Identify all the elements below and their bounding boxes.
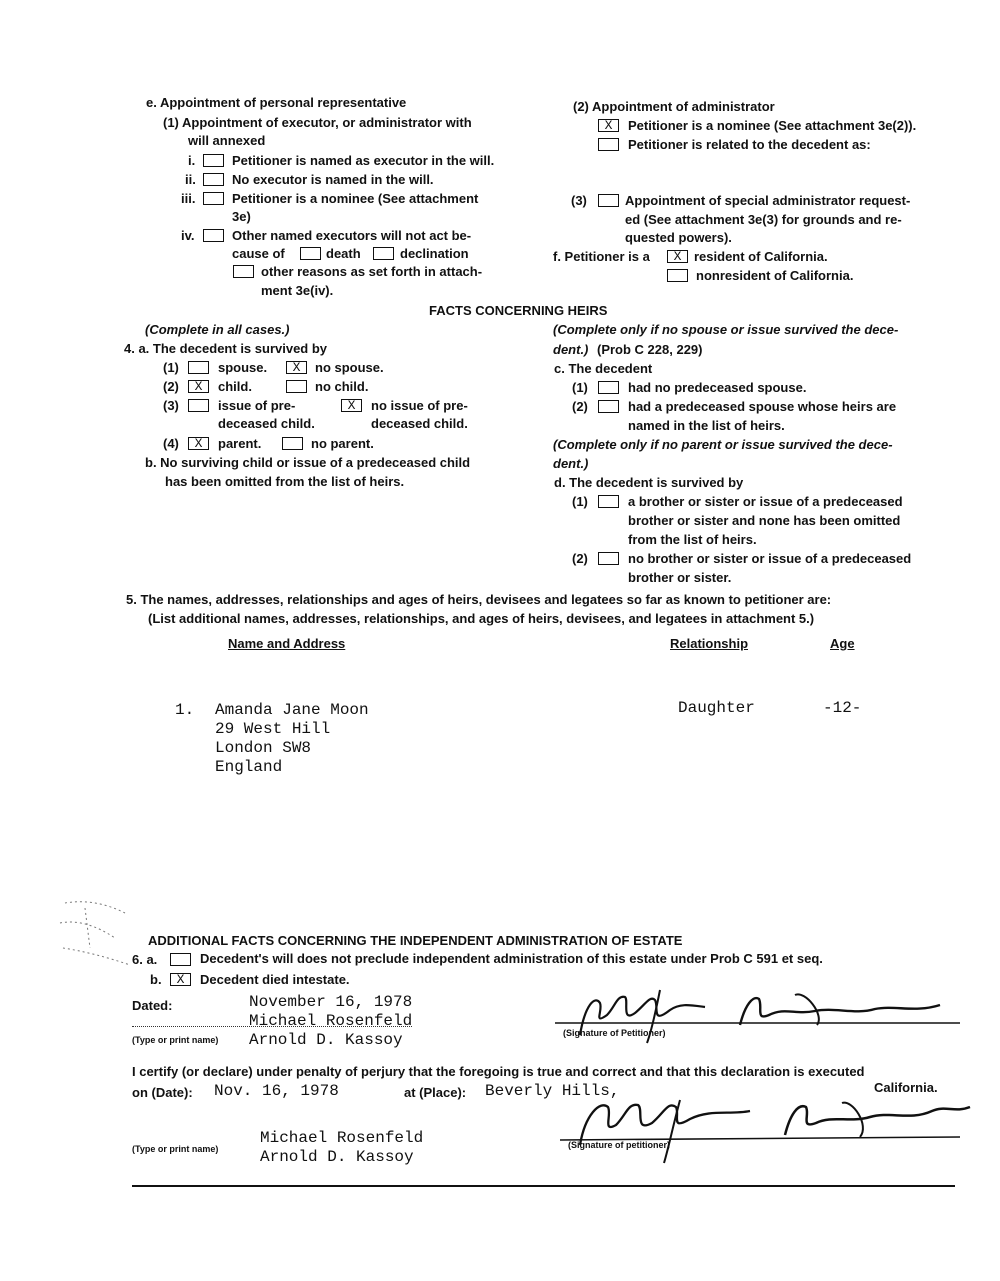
parent-text: parent. (218, 436, 262, 451)
only-no-parent-2: dent.) (553, 456, 589, 471)
i-text: Petitioner is named as executor in the will. (232, 153, 495, 168)
s6-a-text: Decedent's will does not preclude independent administration of this estate under Prob C 591 et seq. (200, 951, 823, 966)
d1-text1: a brother or sister or issue of a predeceased (628, 494, 903, 509)
no-issue-text2: deceased child. (371, 416, 468, 431)
s4-d-line: d. The decedent is survived by (554, 475, 744, 490)
s4-d2: (2) (572, 551, 588, 566)
heir-relationship: Daughter (678, 699, 755, 717)
certify-text: I certify (or declare) under penalty of perjury that the foregoing is true and correct and that this declaration is executed (132, 1064, 865, 1079)
e3-line1: Appointment of special administrator request- (625, 193, 911, 208)
iv-other: other reasons as set forth in attach- (261, 264, 483, 279)
dated-value: November 16, 1978 (249, 993, 413, 1011)
col-name-address: Name and Address (228, 636, 346, 651)
checkbox-spouse[interactable] (188, 361, 209, 374)
checkbox-no-spouse[interactable]: X (286, 361, 307, 374)
d1-text2: brother or sister and none has been omitted (628, 513, 901, 528)
s4-c-line: c. The decedent (554, 361, 653, 376)
iv-death: death (326, 246, 361, 261)
s4-a-line: 4. a. The decedent is survived by (124, 341, 328, 356)
ii-text: No executor is named in the will. (232, 172, 434, 187)
e3-label: (3) (571, 193, 587, 208)
heir-name: Amanda Jane Moon (215, 701, 369, 719)
f-nonresident-text: nonresident of California. (696, 268, 854, 283)
no-issue-text: no issue of pre- (371, 398, 468, 413)
checkbox-special-administrator[interactable] (598, 194, 619, 207)
iii-text2: 3e) (232, 209, 251, 224)
s4-b-line1: b. No surviving child or issue of a predeceased child (145, 455, 471, 470)
heir-number: 1. (175, 701, 195, 719)
dated-label: Dated: (132, 998, 173, 1013)
checkbox-died-intestate[interactable]: X (170, 973, 191, 986)
col-relationship: Relationship (670, 636, 749, 651)
checkbox-death[interactable] (300, 247, 321, 260)
bottom-rule (132, 1185, 955, 1187)
signature-caption-2: (Signature of petitioner) (568, 1140, 670, 1150)
c1-text: had no predeceased spouse. (628, 380, 807, 395)
certifier-name-2: Arnold D. Kassoy (260, 1148, 414, 1166)
f-resident-text: resident of California. (694, 249, 828, 264)
e2-title: (2) Appointment of administrator (573, 99, 775, 114)
s4-r3: (3) (163, 398, 179, 413)
checkbox-child[interactable]: X (188, 380, 209, 393)
checkbox-no-executor[interactable] (203, 173, 224, 186)
checkbox-brother-sister[interactable] (598, 495, 619, 508)
checkbox-no-parent[interactable] (282, 437, 303, 450)
s4-r2: (2) (163, 379, 179, 394)
heir-address-line2: London SW8 (215, 739, 312, 757)
checkbox-no-predeceased-spouse[interactable] (598, 381, 619, 394)
name-dotted-line (132, 1026, 412, 1027)
iii-text1: Petitioner is a nominee (See attachment (232, 191, 479, 206)
only-no-parent-1: (Complete only if no parent or issue survived the dece- (553, 437, 893, 452)
complete-all-cases: (Complete in all cases.) (145, 322, 290, 337)
no-child-text: no child. (315, 379, 369, 394)
iv-declination: declination (400, 246, 469, 261)
only-no-spouse-1: (Complete only if no spouse or issue survived the dece- (553, 322, 899, 337)
roman-ii: ii. (185, 172, 196, 187)
faded-stamp-mark (55, 893, 140, 973)
checkbox-no-brother-sister[interactable] (598, 552, 619, 565)
d2-text2: brother or sister. (628, 570, 732, 585)
e2-related-text: Petitioner is related to the decedent as: (628, 137, 871, 152)
d2-text1: no brother or sister or issue of a predeceased (628, 551, 912, 566)
petitioner-name-1: Michael Rosenfeld (249, 1012, 413, 1030)
no-parent-text: no parent. (311, 436, 374, 451)
checkbox-no-issue[interactable]: X (341, 399, 362, 412)
c2-text1: had a predeceased spouse whose heirs are (628, 399, 897, 414)
e-title: e. Appointment of personal representative (146, 95, 407, 110)
spouse-text: spouse. (218, 360, 268, 375)
col-age: Age (830, 636, 855, 651)
s4-r4: (4) (163, 436, 179, 451)
checkbox-administrator-related[interactable] (598, 138, 619, 151)
heir-address-line1: 29 West Hill (215, 720, 331, 738)
signature-caption: (Signature of Petitioner) (563, 1028, 666, 1038)
california-label: California. (874, 1080, 938, 1095)
checkbox-issue[interactable] (188, 399, 209, 412)
issue-text2: deceased child. (218, 416, 315, 431)
heirs-heading: FACTS CONCERNING HEIRS (429, 303, 608, 318)
at-place-label: at (Place): (404, 1085, 467, 1100)
type-print-label: (Type or print name) (132, 1035, 219, 1045)
d1-text3: from the list of heirs. (628, 532, 757, 547)
only-no-spouse-2: dent.) (553, 342, 589, 357)
type-print-label-2: (Type or print name) (132, 1144, 219, 1154)
petitioner-signatures-certification (560, 1085, 980, 1165)
checkbox-administrator-nominee[interactable]: X (598, 119, 619, 132)
s6-a-label: 6. a. (132, 952, 158, 967)
checkbox-executor-named[interactable] (203, 154, 224, 167)
iv-cause: cause of (232, 246, 285, 261)
checkbox-nonresident[interactable] (667, 269, 688, 282)
checkbox-will-not-preclude[interactable] (170, 953, 191, 966)
s6-heading: ADDITIONAL FACTS CONCERNING THE INDEPENDENT ADMINISTRATION OF ESTATE (148, 933, 683, 948)
s4-c1: (1) (572, 380, 588, 395)
roman-iv: iv. (181, 228, 195, 243)
checkbox-parent[interactable]: X (188, 437, 209, 450)
issue-text: issue of pre- (218, 398, 296, 413)
s4-d1: (1) (572, 494, 588, 509)
prob-ref: (Prob C 228, 229) (597, 342, 703, 357)
c2-text2: named in the list of heirs. (628, 418, 785, 433)
checkbox-other-reasons[interactable] (233, 265, 254, 278)
child-text: child. (218, 379, 252, 394)
s4-b-line2: has been omitted from the list of heirs. (165, 474, 405, 489)
s6-b-text: Decedent died intestate. (200, 972, 350, 987)
f-label: f. Petitioner is a (553, 249, 650, 264)
certifier-name-1: Michael Rosenfeld (260, 1129, 424, 1147)
checkbox-no-child[interactable] (286, 380, 307, 393)
e1-line2: will annexed (188, 133, 266, 148)
roman-i: i. (188, 153, 196, 168)
roman-iii: iii. (181, 191, 196, 206)
s6-b-label: b. (150, 972, 162, 987)
petitioner-name-2: Arnold D. Kassoy (249, 1031, 403, 1049)
checkbox-predeceased-spouse[interactable] (598, 400, 619, 413)
e3-line3: quested powers). (625, 230, 732, 245)
on-date-value: Nov. 16, 1978 (214, 1082, 339, 1100)
checkbox-resident[interactable]: X (667, 250, 688, 263)
checkbox-other-executors[interactable] (203, 229, 224, 242)
e2-nominee-text: Petitioner is a nominee (See attachment 3e(2)). (628, 118, 917, 133)
no-spouse-text: no spouse. (315, 360, 384, 375)
iv-text1: Other named executors will not act be- (232, 228, 472, 243)
e1-line1: (1) Appointment of executor, or administrator with (163, 115, 472, 130)
s4-c2: (2) (572, 399, 588, 414)
checkbox-declination[interactable] (373, 247, 394, 260)
s5-line1: 5. The names, addresses, relationships and ages of heirs, devisees and legatees so far as known to petitioner are: (126, 592, 832, 607)
checkbox-nominee[interactable] (203, 192, 224, 205)
heir-address-line3: England (215, 758, 283, 776)
heir-age: -12- (823, 699, 862, 717)
s5-line2: (List additional names, addresses, relationships, and ages of heirs, devisees, and legatees in attachment 5.) (148, 611, 815, 626)
on-date-label: on (Date): (132, 1085, 193, 1100)
s4-r1: (1) (163, 360, 179, 375)
e3-line2: ed (See attachment 3e(3) for grounds and re- (625, 212, 902, 227)
iv-ment: ment 3e(iv). (261, 283, 334, 298)
place-value: Beverly Hills, (485, 1082, 620, 1100)
